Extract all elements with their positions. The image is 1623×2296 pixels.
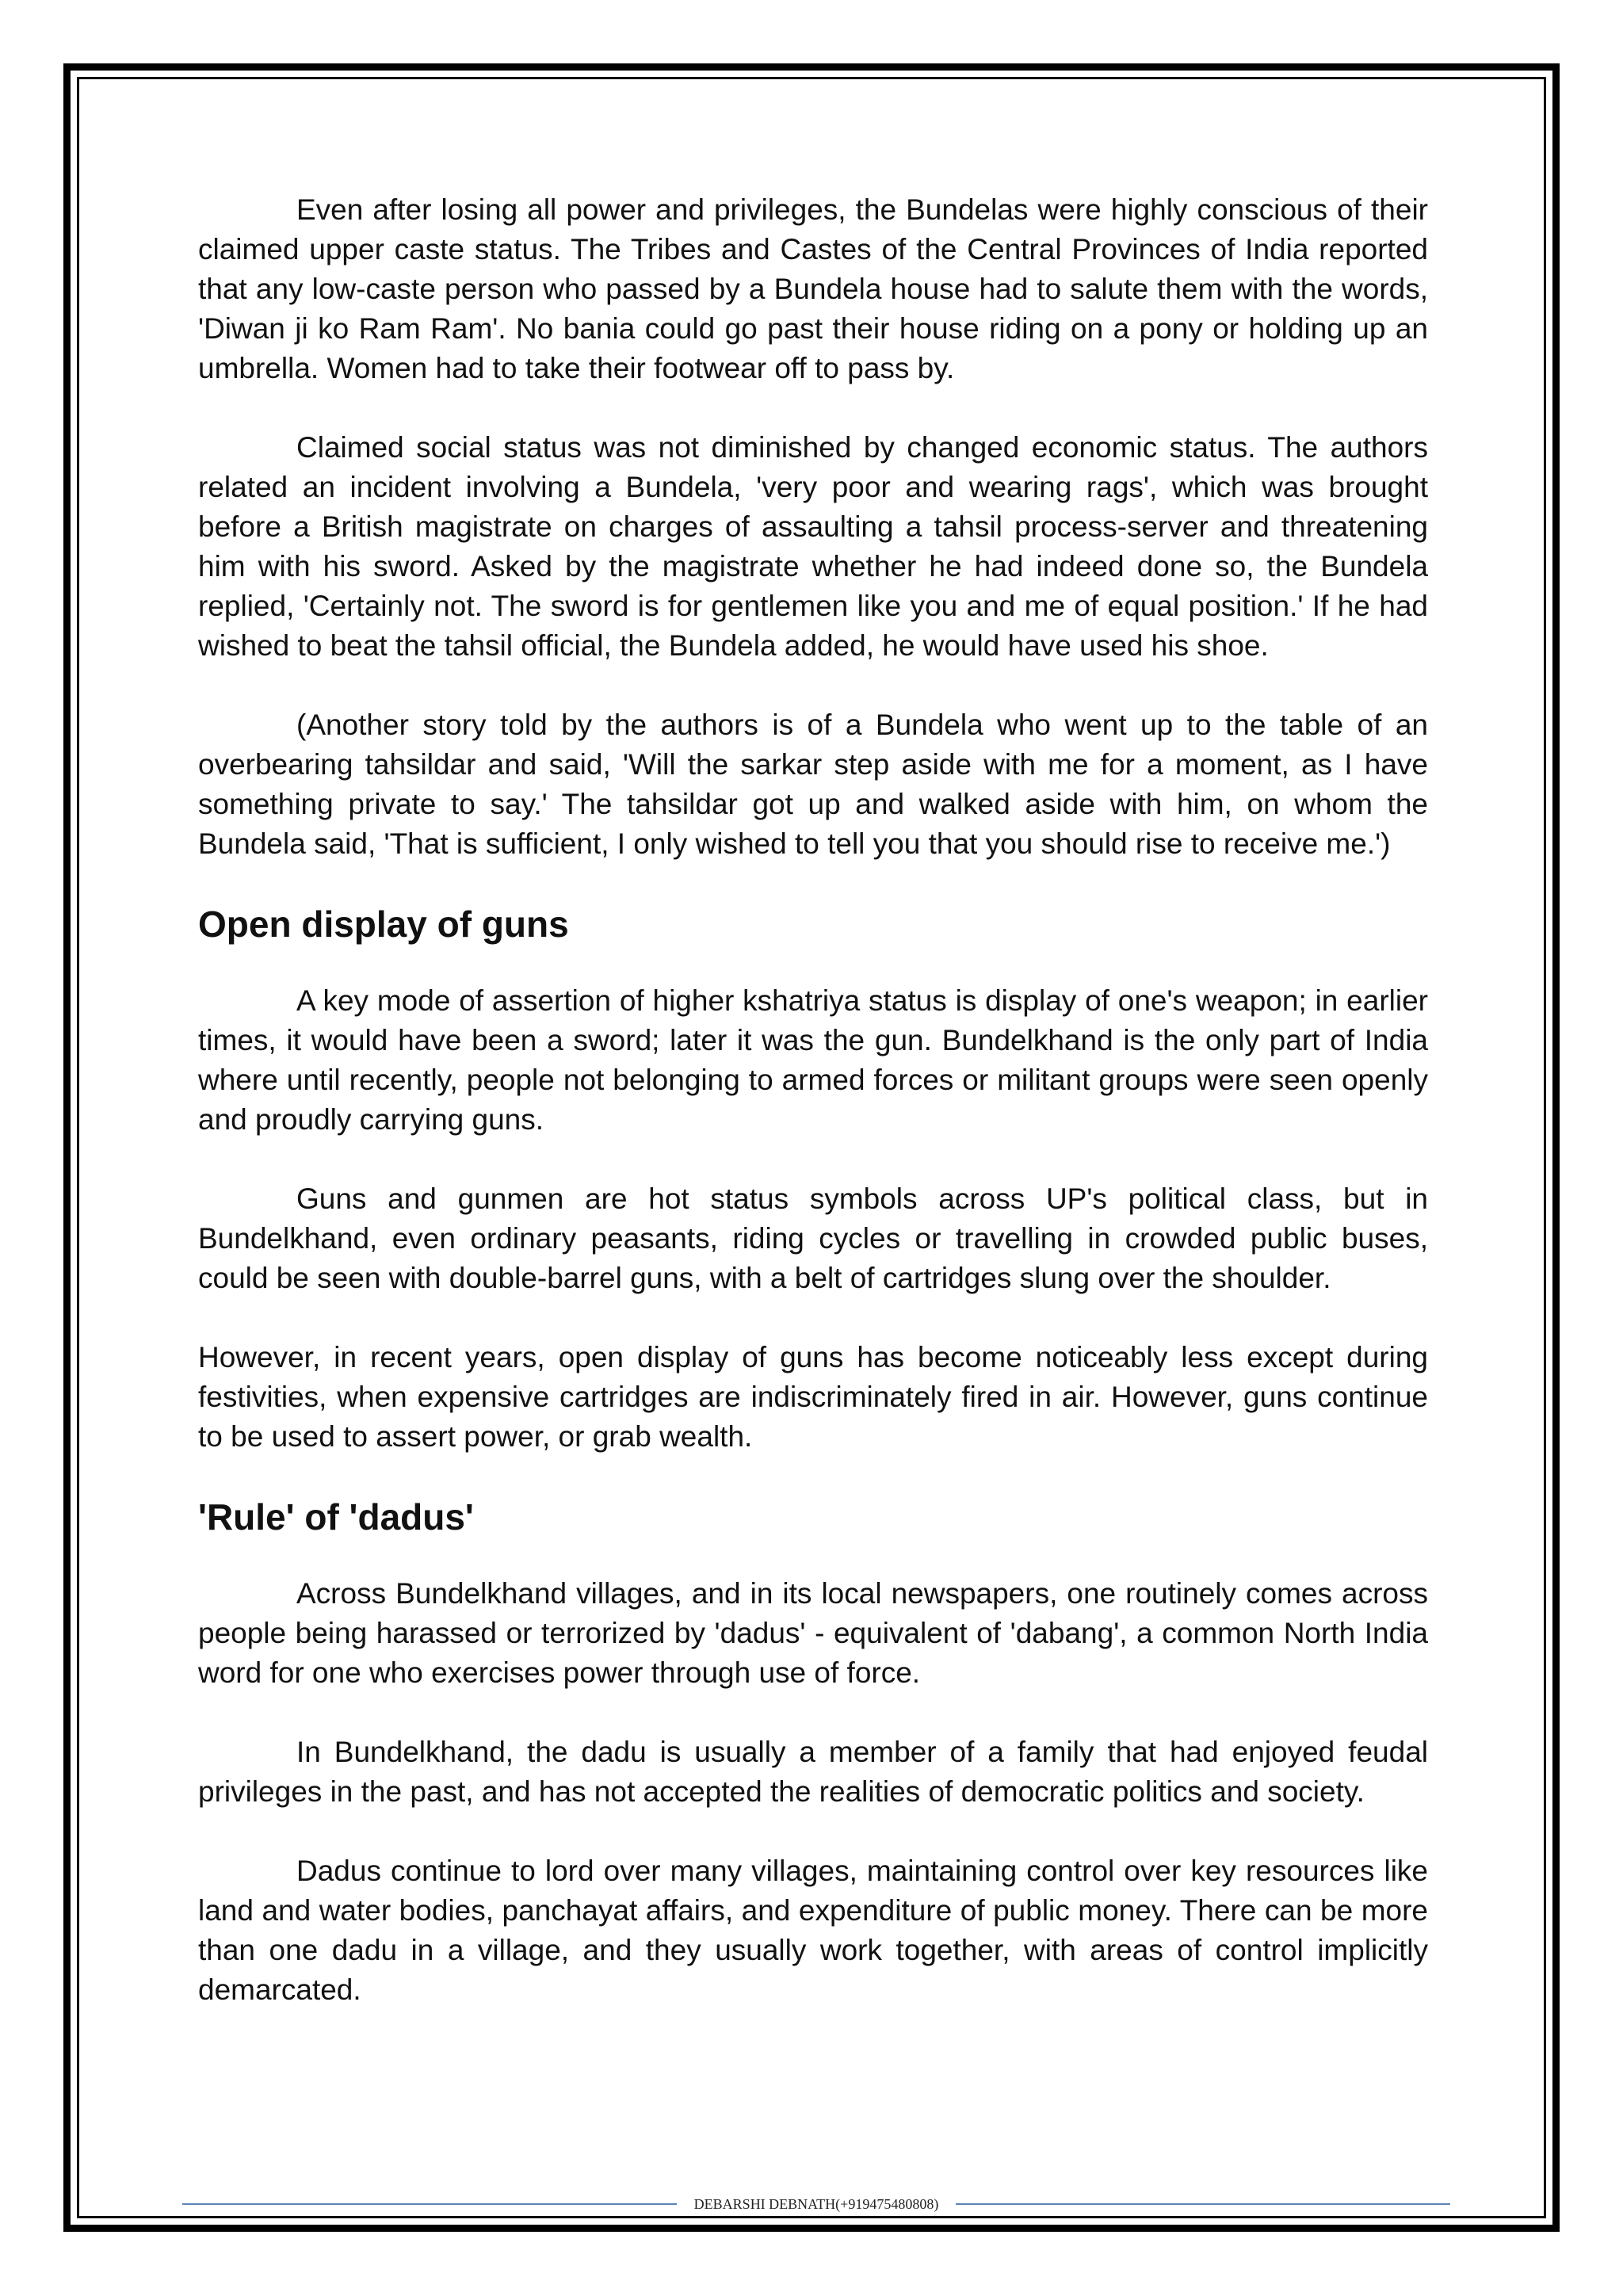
paragraph: Even after losing all power and privileges, the Bundelas were highly conscious of their claimed upper caste status. The Tribes and Castes of the Central Provinces of India reported that any low-caste person who passed by a Bundela house had to salute them with the words, 'Diwan ji ko Ram Ram'. No bania could go past their house riding on a pony or holding up an umbrella. Women had to take their footwear off to pass by. [198, 193, 1428, 384]
section-heading: 'Rule' of 'dadus' [198, 1496, 474, 1538]
paragraph: Claimed social status was not diminished by changed economic status. The authors related an incident involving a Bundela, 'very poor and wearing rags', which was brought before a British magistrate on charges of assaulting a tahsil process-server and threatening him with his sword. Asked by the magistrate whether he had indeed done so, the Bundela replied, 'Certainly not. The sword is for gentlemen like you and me of equal position.' If he had wished to beat the tahsil official, the Bundela added, he would have used his shoe. [198, 431, 1428, 662]
footer-rule-right [956, 2203, 1450, 2205]
paragraph: Dadus continue to lord over many villages, maintaining control over key resources like land and water bodies, panchayat affairs, and expenditure of public money. There can be more than one dadu in a village, and they usually work together, with areas of control implicitly demarcated. [198, 1855, 1428, 2006]
paragraph: In Bundelkhand, the dadu is usually a member of a family that had enjoyed feudal privileges in the past, and has not accepted the realities of democratic politics and society. [198, 1736, 1428, 1808]
page-footer [182, 2192, 1450, 2216]
document-body [198, 190, 1428, 2050]
section-heading: Open display of guns [198, 904, 569, 945]
paragraph: Across Bundelkhand villages, and in its local newspapers, one routinely comes across people being harassed or terrorized by 'dadus' - equivalent of 'dabang', a common North India word for one who exercises power through use of force. [198, 1577, 1428, 1689]
paragraph: However, in recent years, open display of guns has become noticeably less except during festivities, when expensive cartridges are indiscriminately fired in air. However, guns continue to be used to assert power, or grab wealth. [198, 1341, 1428, 1453]
paragraph: Guns and gunmen are hot status symbols across UP's political class, but in Bundelkhand, even ordinary peasants, riding cycles or travelling in crowded public buses, could be seen with double-barrel guns, with a belt of cartridges slung over the shoulder. [198, 1182, 1428, 1294]
footer-text: DEBARSHI DEBNATH(+919475480808) [693, 2195, 939, 2212]
paragraph: (Another story told by the authors is of a Bundela who went up to the table of an overbearing tahsildar and said, 'Will the sarkar step aside with me for a moment, as I have something private to say.' The tahsildar got up and walked aside with him, on whom the Bundela said, 'That is sufficient, I only wished to tell you that you should rise to receive me.') [198, 709, 1428, 860]
footer-rule-left [182, 2203, 677, 2205]
paragraph: A key mode of assertion of higher kshatriya status is display of one's weapon; in earlier times, it would have been a sword; later it was the gun. Bundelkhand is the only part of India where until recently, people not belonging to armed forces or militant groups were seen openly and proudly carrying guns. [198, 984, 1428, 1136]
